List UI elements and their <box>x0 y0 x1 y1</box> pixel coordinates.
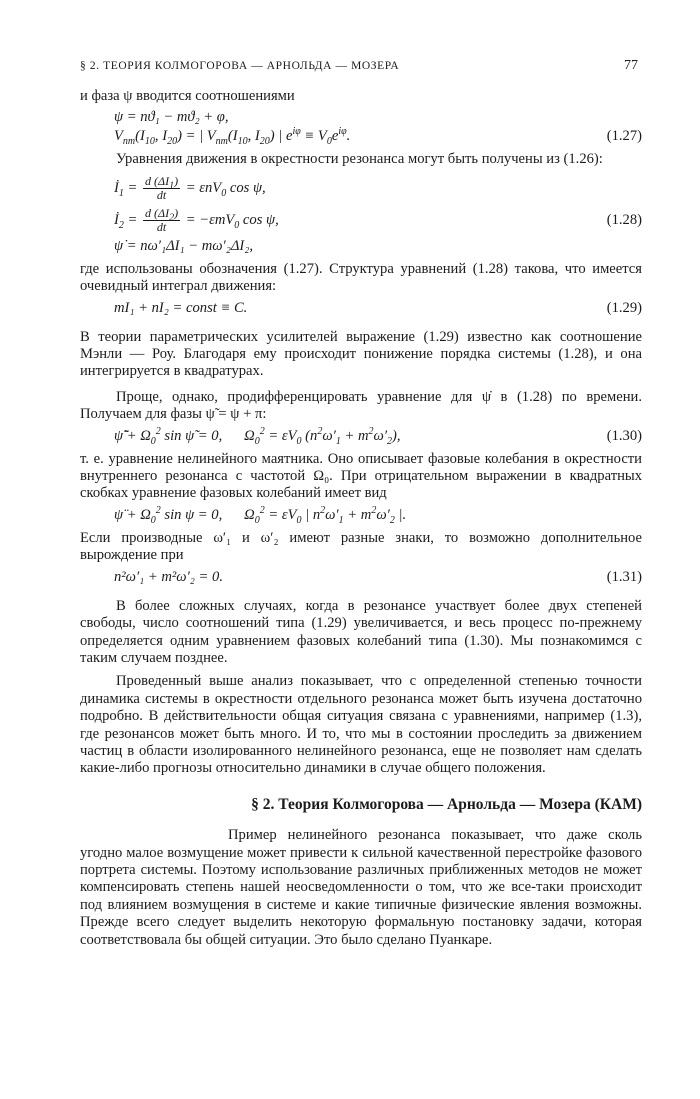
equation-text: n²ω′₁ + m²ω′₂ = 0. <box>114 568 223 585</box>
equation-number: (1.30) <box>606 427 642 444</box>
equation-line <box>114 299 642 318</box>
equation-line: $V_{nm}(I_{10}$, $I_{20}$) = | $V_{nm}(I_{10}$, $I_{20}$) | $e^{i\varphi} \equiv V_0e^{i\varphi}$. (1.27) <box>114 126 642 148</box>
page-number: 77 <box>624 58 638 73</box>
equation-line: ψ = nϑ₁ − mϑ₂ + φ, <box>114 109 229 126</box>
page-body <box>80 88 642 949</box>
equation-line: ψ̃̈ + $\Omega_0^2$ sin ψ̃ = 0, $\Omega_0^2 = \varepsilon V_0$ $(n^2\omega'_1 + m^2\omega'_2)$, (1.30) <box>114 425 642 447</box>
equation-line: ψ̈ + $\Omega_0^2$ sin ψ = 0, $\Omega_0^2 = \varepsilon V_0$ | $n^2\omega'_1 + m^2\omega'_2$ |. <box>114 505 407 526</box>
paragraph: и фаза ψ вводится соотношениями <box>80 88 295 104</box>
paragraph: где использованы обозначения (1.27). Структура уравнений (1.28) такова, что имеется очевидный интеграл движения: <box>80 260 642 295</box>
paragraph: Если производные ω′₁ и ω′₂ имеют разные знаки, то возможно дополнительное вырождение при <box>80 529 642 564</box>
paragraph: Уравнения движения в окрестности резонанса могут быть получены из (1.26): <box>116 151 603 168</box>
equation-line <box>114 568 642 587</box>
equation-line: $İ_2$ = $\frac{d (\Delta I_2)}{dt}$ = −εmV$_0$ cos ψ, (1.28) <box>114 204 590 236</box>
equation-1-29 <box>80 299 642 318</box>
equation-1-30 <box>80 427 642 446</box>
paragraph: Проведенный выше анализ показывает, что с определенной степенью точности динамика системы в окрестности отдельного резонанса может быть изучена достаточно подробно. В действительности общая ситуация связана с уравнениями, например (1.3), где резонансов может быть много. И то, что мы в состоянии проследить за движением частиц в области изолированного нелинейного резонанса, еще не позволяет нам сделать какие-либо прогнозы относительно динамики в случае общего положения. <box>80 673 642 777</box>
running-title: § 2. ТЕОРИЯ КОЛМОГОРОВА — АРНОЛЬДА — МОЗЕРА <box>80 60 400 72</box>
section-heading: § 2. Теория Колмогорова — Арнольда — Мозера (КАМ) <box>251 795 642 813</box>
paragraph: В более сложных случаях, когда в резонансе участвует более двух степеней свободы, число соотношений типа (1.29) увеличивается, и весь процесс по-прежнему определяется одним уравнением фазовых колебаний типа (1.30). Мы познакомимся с таким случаем позднее. <box>80 597 642 666</box>
equation-number: (1.27) <box>606 128 642 145</box>
paragraph: Пример нелинейного резонанса показывает, что даже сколь угодно малое возмущение может привести к сильной качественной перестройке фазового портрета системы. Поэтому использование различных приближенных методов не может компенсировать степень нашей неосведомленности о том, что же все-таки происходит под влиянием возмущения в системе и какие типичные физические явления возможны. Прежде всего следует выделить некоторую формальную постановку задачи, которая соответствовала бы общей ситуации. Это было сделано Пуанкаре. <box>80 827 642 948</box>
equation-1-27 <box>80 108 642 146</box>
equation-text: mI₁ + nI₂ = const ≡ C. <box>114 299 248 316</box>
equation-number: (1.28) <box>606 211 642 228</box>
equation-number: (1.29) <box>606 299 642 316</box>
paragraph: В теории параметрических усилителей выражение (1.29) известно как соотношение Мэнли — Роу. Благодаря ему происходит понижение порядка системы (1.28), и она интегрируется в квадратурах. <box>80 328 642 380</box>
equation-phase-oscillation <box>80 506 642 525</box>
running-header <box>80 58 638 78</box>
equation-line: $İ_1$ = $\frac{d (\Delta I_1)}{dt}$ = εnV$_0$ cos ψ, <box>114 173 266 202</box>
equation-number: (1.31) <box>606 568 642 585</box>
paragraph: Проще, однако, продифференцировать уравнение для ψ̇ в (1.28) по времени. Получаем для фазы ψ̃ = ψ + π: <box>80 388 642 423</box>
equation-1-31 <box>80 568 642 587</box>
paragraph: т. е. уравнение нелинейного маятника. Оно описывает фазовые колебания в окрестности внутреннего резонанса с частотой Ω₀. При отрицательном выражении в квадратных скобках уравнение фазовых колебаний имеет вид <box>80 450 642 502</box>
equation-1-28 <box>80 172 642 256</box>
equation-line: ψ̇ = nω′₁ΔI₁ − mω′₂ΔI₂, <box>114 237 253 254</box>
